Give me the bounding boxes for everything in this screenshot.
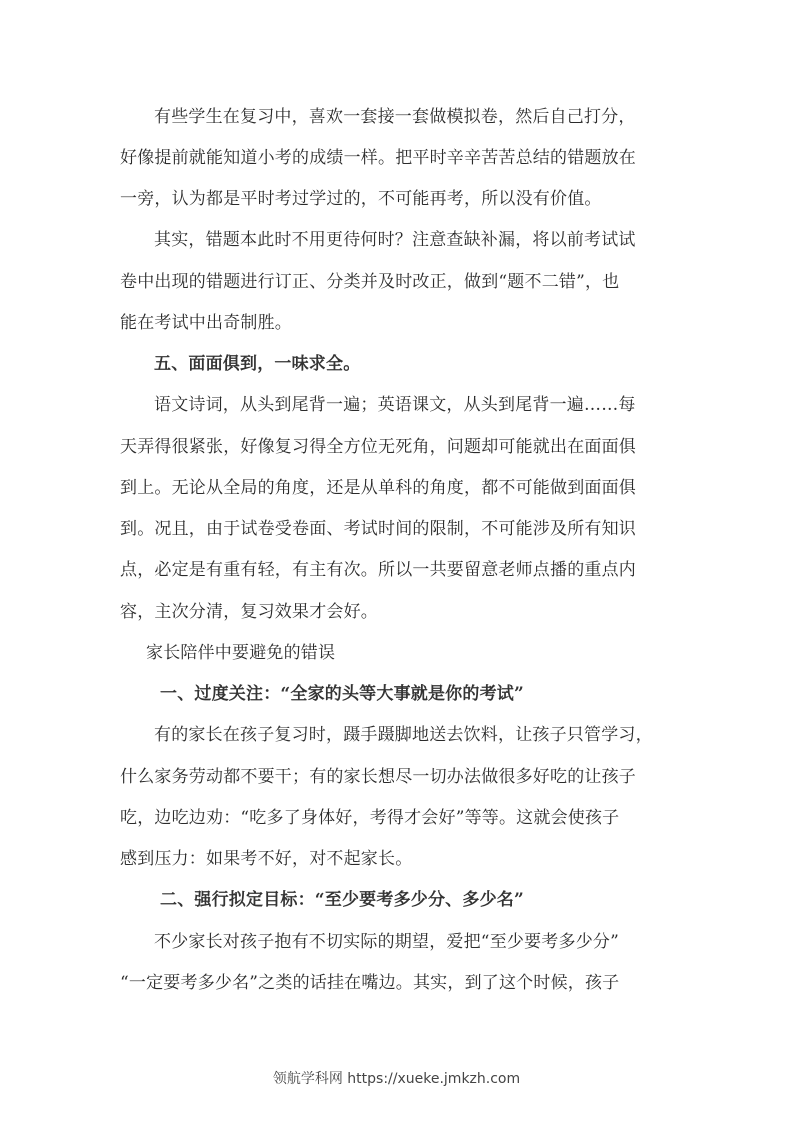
text-line: 到。况且，由于试卷受卷面、考试时间的限制，不可能涉及所有知识	[120, 519, 636, 539]
text-line: 吃，边吃边劝：“吃多了身体好，考得才会好”等等。这就会使孩子	[120, 808, 620, 828]
section-heading-one: 一、过度关注：“全家的头等大事就是你的考试”	[160, 684, 524, 704]
text-line: 天弄得很紧张，好像复习得全方位无死角，问题却可能就出在面面俱	[120, 437, 636, 457]
text-line: “一定要考多少名”之类的话挂在嘴边。其实，到了这个时候，孩子	[120, 973, 620, 993]
text-line: 感到压力：如果考不好，对不起家长。	[120, 849, 413, 869]
text-line: 到上。无论从全局的角度，还是从单科的角度，都不可能做到面面俱	[120, 478, 636, 498]
text-line: 有些学生在复习中，喜欢一套接一套做模拟卷，然后自己打分，	[154, 107, 636, 127]
text-line: 好像提前就能知道小考的成绩一样。把平时辛辛苦苦总结的错题放在	[120, 148, 636, 168]
text-line: 卷中出现的错题进行订正、分类并及时改正，做到“题不二错”，也	[120, 272, 620, 292]
text-line: 语文诗词，从头到尾背一遍；英语课文，从头到尾背一遍……每	[154, 395, 636, 415]
text-line: 其实，错题本此时不用更待何时？注意查缺补漏，将以前考试试	[154, 230, 636, 250]
section-heading-five: 五、面面俱到，一味求全。	[154, 354, 361, 374]
text-line: 不少家长对孩子抱有不切实际的期望，爱把“至少要考多少分”	[154, 932, 619, 952]
text-line: 点，必定是有重有轻，有主有次。所以一共要留意老师点播的重点内	[120, 560, 636, 580]
text-line: 一旁，认为都是平时考过学过的，不可能再考，所以没有价值。	[120, 189, 602, 209]
section-heading-two: 二、强行拟定目标：“至少要考多少分、多少名”	[160, 890, 524, 910]
text-line: 什么家务劳动都不要干；有的家长想尽一切办法做很多好吃的让孩子	[120, 767, 636, 787]
text-line: 有的家长在孩子复习时，蹑手蹑脚地送去饮料，让孩子只管学习，	[154, 725, 653, 745]
text-line: 容，主次分清，复习效果才会好。	[120, 602, 378, 622]
section-subtitle: 家长陪伴中要避免的错误	[146, 643, 336, 663]
text-line: 能在考试中出奇制胜。	[120, 313, 292, 333]
page-footer: 领航学科网 https://xueke.jmkzh.com	[272, 1071, 521, 1087]
